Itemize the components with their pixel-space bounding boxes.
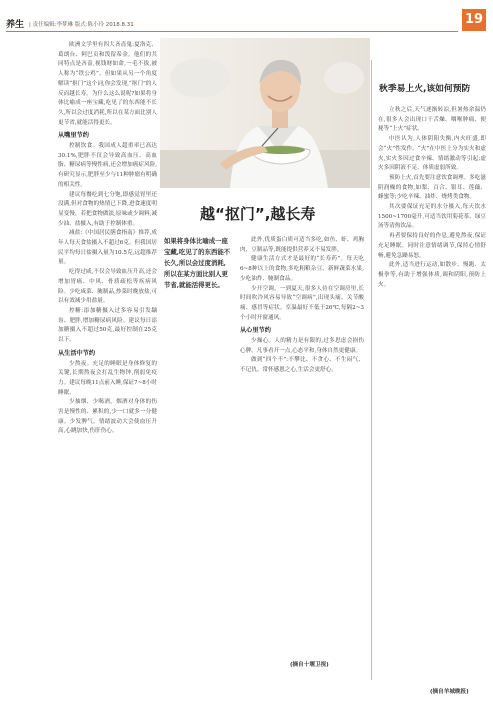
paragraph: 少抽烟、少喝酒。烟酒对身体的伤害是慢性的、累积的,少一口就多一分健康。少发脾气。情绪波动大会使血压升高,心跳加快,伤肝伤心。	[58, 399, 157, 435]
intro-paragraph: 欧洲文学里有四大吝啬鬼:夏洛克、葛朗台、阿巴贡和泼留希金。他们的共同特点是吝啬,视钱财如命,一毛不拔,被人称为“铁公鸡”。但如果从另一个角度解读“抠门”这个词,你会发现,“抠门”的人反而越长寿。为什么这么说呢?如果将身体比喻成一座宝藏,吃见了的东西能不长久,所以会过度消耗,所以在某方面比别人更节省,就能活得更长。	[58, 42, 157, 126]
section-heading-life: 从生活中节约	[58, 349, 96, 357]
paragraph: 做到“四个不”:不攀比、不贪心、不生闷气、不记仇。常怀感恩之心,生活会更舒心。	[240, 357, 364, 374]
section-heading-heart: 从心里节约	[240, 327, 271, 335]
paragraph: 立秋之后,天气逐渐转凉,但暑热余温仍在,很多人会出现口干舌燥、咽喉肿痛、便秘等“上火”症状。	[378, 107, 486, 133]
sidebar-source-note: (摘自羊城晚报)	[430, 689, 469, 695]
paragraph: 此外,优质蛋白质可适当多吃,如鱼、虾、鸡胸肉、豆制品等,既能提供营养又不易发胖。	[240, 237, 364, 253]
paragraph: 其次要保证充足的水分摄入,每天饮水1500~1700毫升,可适当饮用菊花茶、绿豆汤等清热饮品。	[378, 204, 486, 230]
article-photo	[160, 38, 370, 188]
paragraph: 预防上火,首先要注意饮食调理。多吃滋阴润燥的食物,如梨、百合、银耳、莲藕、蜂蜜等;少吃辛辣、油炸、烧烤类食物。	[378, 174, 486, 201]
article-title: 越“抠门”,越长寿	[200, 205, 316, 223]
elderly-eating-illustration	[160, 38, 370, 188]
left-column	[58, 41, 157, 681]
section-label: 养生	[6, 20, 25, 30]
page-number-badge: 19	[462, 9, 486, 31]
paragraph: 少操心。人的精力是有限的,过多思虑会损伤心脾。凡事看开一点,心态平和,身体自然更健康。	[240, 338, 364, 354]
paragraph: 控制饮食。我国成人超重率已高达30.1%,肥胖不仅会导致高血压、高血脂、糖尿病等慢性病,还会增加癌症风险,有研究显示,肥胖至少与11种肿瘤有明确的相关性。	[58, 143, 157, 188]
paragraph: 中医认为,人体阴阳失衡,内火旺盛,即会“火”性发作。“火”在中医上分为实火和虚火,实火多因过食辛辣、情绪激动等引起;虚火多因阴液不足、体质虚弱所致。	[378, 136, 486, 172]
section-heading-mouth: 从嘴里节约	[58, 132, 89, 140]
paragraph: 此外,适当进行运动,如散步、慢跑、太极拳等,有助于增强体质,调和阴阳,预防上火。	[378, 262, 486, 288]
paragraph: 减盐:《中国居民膳食指南》推荐,成年人每天食盐摄入不超过6克。但我国居民平均每日盐摄入量为10.5克,远超推荐量。	[58, 230, 157, 266]
paragraph: 健康生活方式才是最好的“长寿药”。每天吃6~8种以上的食物,多吃粗粮杂豆、新鲜蔬菜水果,少吃油炸、腌制食品。	[240, 256, 364, 282]
paragraph: 少熬夜。充足的睡眠是身体修复的关键,长期熬夜会打乱生物钟,削弱免疫力。建议每晚11点前入睡,保证7~8小时睡眠。	[58, 360, 157, 396]
middle-column	[240, 236, 364, 656]
paragraph: 吃得过咸,不仅会导致血压升高,还会增加胃癌、中风、骨质疏松等疾病风险。少吃咸菜、腌制品,炒菜时晚放盐,可以有效减少用盐量。	[58, 269, 157, 305]
middle-source-note: (摘自十堰卫视)	[290, 662, 329, 668]
paragraph: 建议每餐吃到七分饱,即感觉胃里还没满,但对食物的热情已下降,进食速度明显变慢。若把食物做淡,原味或少调料,减少油、盐摄入,有助于控制体重。	[58, 191, 157, 227]
paragraph: 控糖:添加糖摄入过多容易引发龋齿、肥胖,增加糖尿病风险。建议每日添加糖摄入不超过50克,最好控制在25克以下。	[58, 307, 157, 344]
sidebar-column	[378, 106, 486, 684]
sidebar-title: 秋季易上火,该如何预防	[379, 84, 471, 94]
pull-quote: 如果将身体比喻成一座宝藏,吃见了的东西能不长久,所以会过度消耗,所以在某方面比别人更节省,就能活得更长。	[164, 237, 231, 289]
header-rule	[6, 31, 458, 32]
column-divider	[371, 60, 372, 680]
header-meta: | 责任编辑:李梦琳 版式:陈小玲 2018.8.31	[29, 22, 134, 28]
paragraph: 再者要保持良好的作息,避免熬夜,保证充足睡眠。同时注意情绪调节,保持心情舒畅,避免急躁易怒。	[378, 233, 486, 259]
paragraph: 少开空调。一到夏天,很多人待在空调房里,长时间吹冷风容易导致“空调病”,出现头痛、关节酸痛、感冒等症状。室温最好不低于26℃,每隔2~3个小时开窗通风。	[240, 285, 364, 321]
